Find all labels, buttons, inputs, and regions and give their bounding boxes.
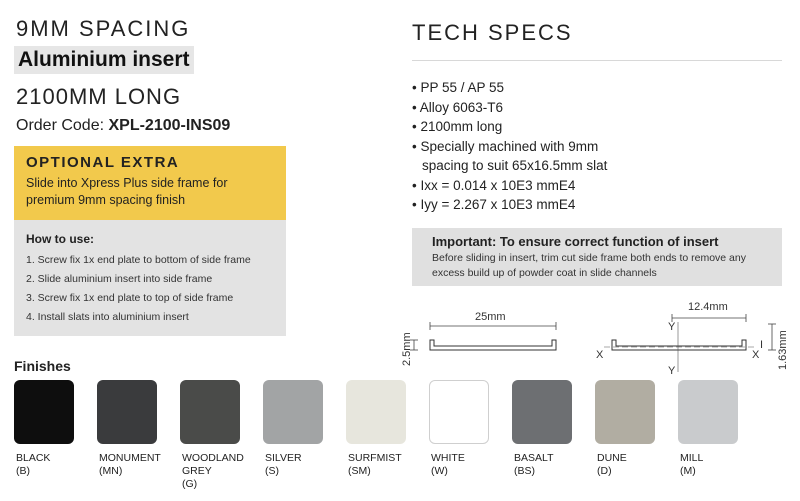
- width2-label: 12.4mm: [688, 301, 728, 313]
- how-to-step: 4. Install slats into aluminium insert: [26, 311, 189, 323]
- how-to-use-box: [14, 220, 286, 336]
- y-axis-label: Y: [668, 321, 676, 333]
- important-box: [412, 228, 782, 286]
- order-code-value: XPL-2100-INS09: [108, 117, 231, 134]
- profile-shape-axes: [612, 340, 746, 350]
- finish-name: MONUMENT: [99, 452, 161, 464]
- finish-label: [182, 452, 260, 491]
- important-line: excess build up of powder coat in slide channels: [432, 267, 657, 279]
- i-marker-label: I: [760, 339, 764, 351]
- profile-shape: [430, 340, 556, 350]
- profile-diagram-front: [400, 300, 570, 370]
- finish-label: [99, 452, 161, 478]
- profile-diagram-axes: [590, 296, 790, 376]
- finish-label: [431, 452, 465, 478]
- finish-code: (W): [431, 465, 448, 477]
- swatch-woodland-grey: [180, 380, 240, 444]
- spec-item: • Ixx = 0.014 x 10E3 mmE4: [412, 177, 576, 193]
- how-to-step: 2. Slide aluminium insert into side frame: [26, 273, 213, 285]
- width-label: 25mm: [475, 311, 506, 323]
- x-axis-label: X: [596, 349, 604, 361]
- divider: [412, 60, 782, 61]
- how-to-step: 1. Screw fix 1x end plate to bottom of side frame: [26, 254, 251, 266]
- height2-label: 1.63mm: [777, 330, 789, 370]
- swatch-basalt: [512, 380, 572, 444]
- spec-item: spacing to suit 65x16.5mm slat: [422, 158, 608, 173]
- important-line: Before sliding in insert, trim cut side frame both ends to remove any: [432, 252, 746, 264]
- how-to-use-list: [26, 251, 274, 327]
- x-axis-label: X: [752, 349, 760, 361]
- important-text: [432, 251, 762, 281]
- height-label: 2.5mm: [401, 332, 413, 366]
- finish-label: [597, 452, 627, 478]
- tech-specs-list: [412, 78, 607, 215]
- spec-item: • 2100mm long: [412, 119, 503, 134]
- finish-name: BLACK: [16, 452, 51, 464]
- order-code: [16, 117, 230, 135]
- spec-item: • Alloy 6063-T6: [412, 99, 504, 115]
- how-to-step: 3. Screw fix 1x end plate to top of side frame: [26, 292, 234, 304]
- finish-label: [348, 452, 402, 478]
- title-spacing: 9MM SPACING: [16, 16, 191, 41]
- swatch-white: [429, 380, 489, 444]
- finish-name: MILL: [680, 452, 704, 464]
- finish-code: (M): [680, 465, 696, 477]
- spec-item: • Specially machined with 9mm: [412, 138, 599, 154]
- optional-extra-box: [14, 146, 286, 220]
- finish-code: (D): [597, 465, 612, 477]
- optional-extra-line: Slide into Xpress Plus side frame for: [26, 176, 228, 190]
- finish-name: DUNE: [597, 452, 627, 464]
- finish-label: [514, 452, 554, 478]
- finish-label: [16, 452, 50, 478]
- swatch-silver: [263, 380, 323, 444]
- spec-item: • PP 55 / AP 55: [412, 80, 505, 95]
- title-length: 2100MM LONG: [16, 84, 182, 109]
- finishes-title: Finishes: [14, 358, 71, 374]
- y-axis-label: Y: [668, 365, 676, 376]
- swatch-monument: [97, 380, 157, 444]
- swatch-dune: [595, 380, 655, 444]
- finish-name: SURFMIST: [348, 452, 402, 464]
- optional-extra-text: [26, 175, 274, 209]
- title-product: Aluminium insert: [14, 46, 194, 74]
- finish-name: WOODLAND GREY: [182, 452, 244, 477]
- finish-code: (B): [16, 465, 30, 477]
- optional-extra-line: premium 9mm spacing finish: [26, 193, 186, 207]
- finish-label: [265, 452, 302, 478]
- swatch-mill: [678, 380, 738, 444]
- how-to-use-title: How to use:: [26, 232, 94, 246]
- finish-code: (SM): [348, 465, 371, 477]
- finish-code: (MN): [99, 465, 123, 477]
- finish-name: BASALT: [514, 452, 554, 464]
- tech-specs-title: TECH SPECS: [412, 20, 573, 45]
- order-code-label: Order Code:: [16, 117, 109, 134]
- important-title: Important: To ensure correct function of insert: [432, 234, 719, 249]
- optional-extra-title: OPTIONAL EXTRA: [26, 154, 180, 171]
- finish-label: [680, 452, 703, 478]
- swatch-surfmist: [346, 380, 406, 444]
- finish-code: (BS): [514, 465, 535, 477]
- finish-name: WHITE: [431, 452, 465, 464]
- spec-item: • Iyy = 2.267 x 10E3 mmE4: [412, 197, 576, 212]
- finish-name: SILVER: [265, 452, 302, 464]
- finish-code: (S): [265, 465, 279, 477]
- finish-code: (G): [182, 478, 198, 490]
- swatch-black: [14, 380, 74, 444]
